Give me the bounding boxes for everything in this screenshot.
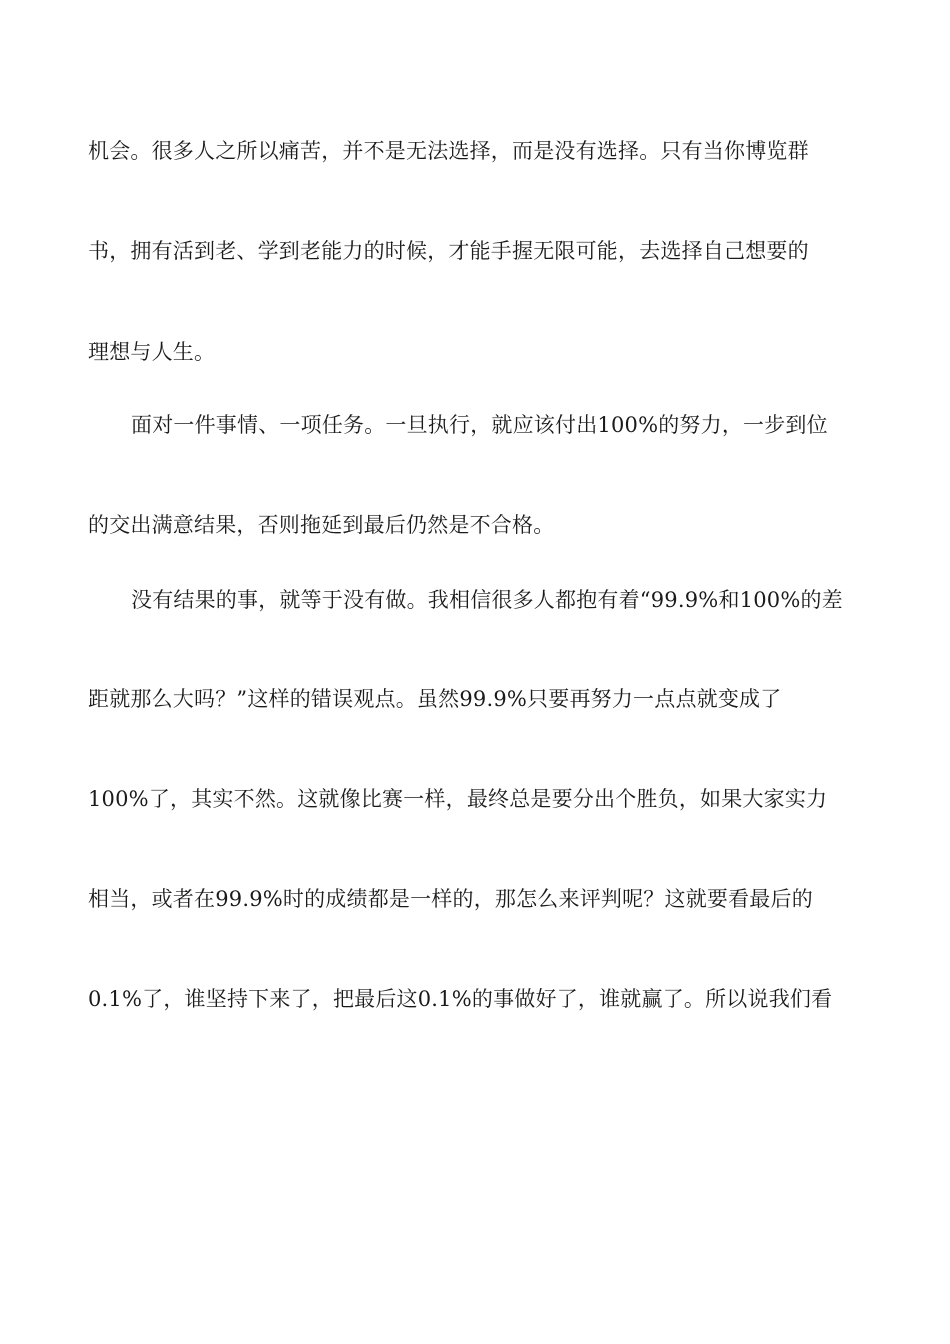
paragraph-line: 距就那么大吗？”这样的错误观点。虽然99.9%只要再努力一点点就变成了 (88, 687, 782, 711)
paragraph-line: 的交出满意结果，否则拖延到最后仍然是不合格。 (88, 513, 555, 537)
paragraph-line: 相当，或者在99.9%时的成绩都是一样的，那怎么来评判呢？这就要看最后的 (88, 887, 813, 911)
paragraph-line: 书，拥有活到老、学到老能力的时候，才能手握无限可能，去选择自己想要的 (88, 239, 809, 263)
paragraph-line: 理想与人生。 (88, 340, 216, 364)
paragraph-line: 100%了，其实不然。这就像比赛一样，最终总是要分出个胜负，如果大家实力 (88, 787, 828, 811)
paragraph-line: 机会。很多人之所以痛苦，并不是无法选择，而是没有选择。只有当你博览群 (88, 139, 809, 163)
paragraph-line: 0.1%了，谁坚持下来了，把最后这0.1%的事做好了，谁就赢了。所以说我们看 (88, 987, 833, 1011)
paragraph-line: 面对一件事情、一项任务。一旦执行，就应该付出100%的努力，一步到位 (131, 413, 828, 437)
paragraph-line: 没有结果的事，就等于没有做。我相信很多人都抱有着“99.9%和100%的差 (131, 588, 843, 612)
